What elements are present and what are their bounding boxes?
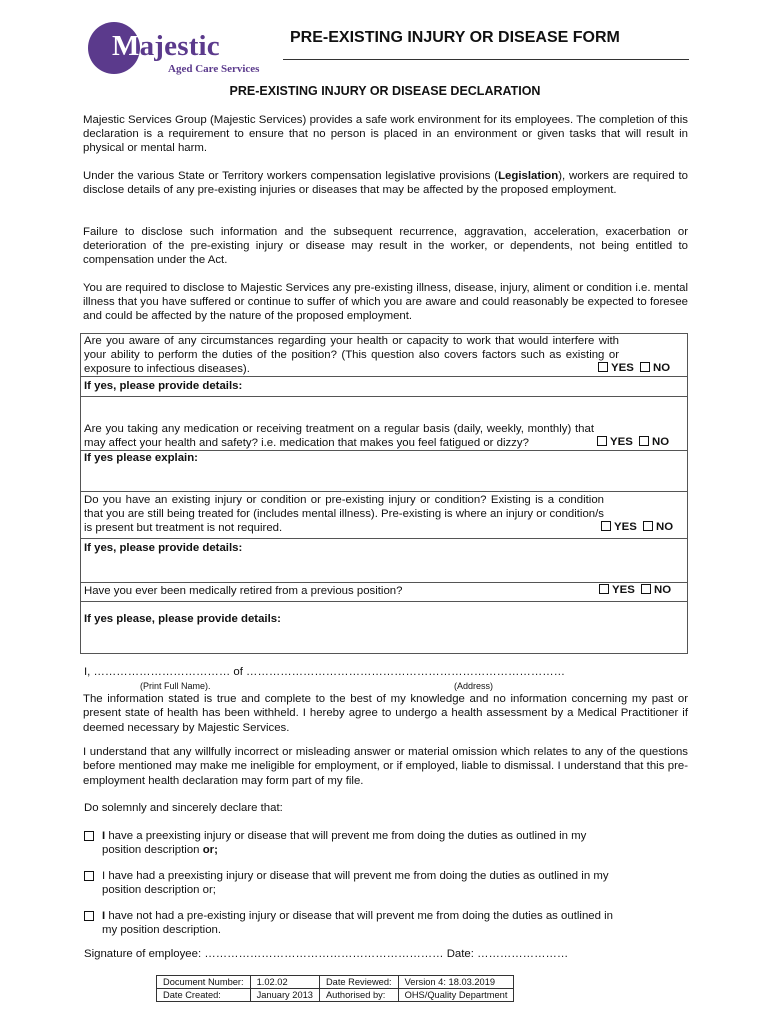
question-1-answer	[598, 362, 670, 374]
declaration-option-3-text	[102, 909, 688, 923]
checkbox-icon[interactable]	[598, 362, 608, 372]
no-label: NO	[653, 584, 672, 596]
no-label: NO	[655, 521, 674, 533]
intro-paragraph-3: Failure to disclose such information and the subsequent recurrence, aggravation, acceleration, exacerbation or deterioration of the pre-existing injury or disease may result in the worker, or dependents, not being entitled to compensation under the Act.	[83, 226, 688, 267]
question-3-detail-label: If yes, please provide details:	[84, 542, 243, 554]
declaration-option-1-cont	[102, 843, 218, 857]
bold-or: or;	[202, 844, 218, 856]
name-address-line	[84, 666, 565, 678]
print-name-field[interactable]: ………………………………	[93, 666, 231, 678]
intro-paragraph-4: You are required to disclose to Majestic Services any pre-existing illness, disease, injury, aliment or condition i.e. mental illness that you have suffered or continue to suffer of which you are aware and could reasonably be expected to foresee and could be affected by the nature of the proposed employment.	[83, 282, 688, 323]
question-divider	[80, 582, 688, 583]
name-caption: (Print Full Name).	[140, 681, 211, 691]
question-4-answer	[599, 584, 671, 596]
declaration-option-2-text: I have had a preexisting injury or disease that will prevent me from doing the duties as outlined in my	[102, 870, 609, 882]
logo-brand-name	[112, 30, 220, 63]
bold-i: I	[102, 830, 106, 842]
table-row	[157, 989, 514, 1002]
of-label: of	[233, 666, 243, 678]
intro-paragraph-1: Majestic Services Group (Majestic Services) provides a safe work environment for its employees. The completion of this declaration is a requirement to ensure that no person is placed in an environment or given tasks that will result in physical or mental harm.	[83, 114, 688, 155]
checkbox-icon[interactable]	[599, 584, 609, 594]
checkbox-icon[interactable]	[643, 521, 653, 531]
question-divider	[80, 396, 688, 397]
signature-field[interactable]: ………………………………………………………	[204, 948, 444, 960]
table-cell: Authorised by:	[319, 989, 398, 1002]
checkbox-icon[interactable]	[84, 911, 94, 921]
question-divider	[80, 538, 688, 539]
declaration-option-3-cont: my position description.	[102, 924, 222, 936]
intro-paragraph-2	[83, 169, 688, 197]
table-cell: Document Number:	[157, 976, 251, 989]
table-cell: Date Reviewed:	[319, 976, 398, 989]
question-2-text: Are you taking any medication or receiving treatment on a regular basis (daily, weekly, monthly) that may affect your health and safety? i.e. medication that makes you feel fatigued or dizzy?	[84, 423, 594, 450]
date-label: Date:	[446, 948, 474, 960]
address-field[interactable]: …………………………………………………………………………	[246, 666, 565, 678]
table-cell: 1.02.02	[250, 976, 319, 989]
bold-i: I	[102, 910, 106, 922]
question-2-answer	[597, 436, 669, 448]
option-3-line-1: have not had a pre-existing injury or disease that will prevent me from doing the duties as outlined in	[105, 910, 613, 922]
question-1-text: Are you aware of any circumstances regarding your health or capacity to work that would interfere with your ability to perform the duties of the position? (This question also covers factors such as existing or exposure to infectious diseases).	[84, 335, 619, 376]
option-1-line-1: have a preexisting injury or disease that will prevent me from doing the duties as outlined in my	[105, 830, 587, 842]
p2-text-before: Under the various State or Territory workers compensation legislative provisions (	[83, 170, 499, 182]
yes-label: YES	[611, 362, 634, 374]
company-logo	[88, 20, 263, 78]
yes-label: YES	[614, 521, 637, 533]
logo-initial: M	[112, 30, 140, 62]
form-title: PRE-EXISTING INJURY OR DISEASE FORM	[290, 29, 620, 46]
question-3-answer	[601, 521, 673, 533]
question-4-detail-label: If yes please, please provide details:	[84, 613, 281, 625]
no-label: NO	[652, 362, 671, 374]
logo-subtitle: Aged Care Services	[168, 63, 260, 75]
yes-label: YES	[610, 436, 633, 448]
statement-paragraph-1: The information stated is true and complete to the best of my knowledge and no information concerning my past or present state of health has been withheld. I hereby agree to undergo a health assessment by a Medical Practitioner if deemed necessary by Majestic Services.	[83, 693, 688, 734]
p2-bold-legislation: Legislation	[498, 170, 559, 182]
table-cell: OHS/Quality Department	[398, 989, 514, 1002]
declaration-title: PRE-EXISTING INJURY OR DISEASE DECLARATION	[229, 84, 541, 98]
checkbox-icon[interactable]	[84, 831, 94, 841]
declaration-option-1-text	[102, 829, 688, 843]
checkbox-icon[interactable]	[639, 436, 649, 446]
checkbox-icon[interactable]	[601, 521, 611, 531]
table-cell: January 2013	[250, 989, 319, 1002]
question-divider	[80, 601, 688, 602]
document-info-table	[156, 975, 514, 1002]
checkbox-icon[interactable]	[641, 584, 651, 594]
table-cell: Date Created:	[157, 989, 251, 1002]
logo-name-rest: ajestic	[139, 30, 220, 62]
question-3-text: Do you have an existing injury or condition or pre-existing injury or condition? Existing is a condition that you are still being treated for (includes mental illness). Pre-existing is where an injury or condition/s is present but treatment is not required.	[84, 494, 604, 535]
name-prefix: I,	[84, 666, 91, 678]
table-row	[157, 976, 514, 989]
option-1-line-2: position description	[102, 844, 203, 856]
question-1-detail-label: If yes, please provide details:	[84, 380, 243, 392]
table-cell: Version 4: 18.03.2019	[398, 976, 514, 989]
declaration-option-2[interactable]	[84, 869, 688, 899]
date-field[interactable]: ……………………	[477, 948, 569, 960]
question-2-detail-label: If yes please explain:	[84, 452, 198, 464]
title-underline	[283, 59, 689, 60]
p2-text-after: ), workers are required to disclose details of any pre-existing injuries or diseases that may be affected by the proposed employment.	[83, 170, 688, 197]
yes-label: YES	[612, 584, 635, 596]
declaration-option-1[interactable]	[84, 829, 688, 859]
solemn-declaration-text: Do solemnly and sincerely declare that:	[84, 802, 283, 814]
question-4-text: Have you ever been medically retired from a previous position?	[84, 585, 403, 597]
question-divider	[80, 491, 688, 492]
checkbox-icon[interactable]	[640, 362, 650, 372]
statement-paragraph-2: I understand that any willfully incorrect or misleading answer or material omission which relates to any of the questions before mentioned may make me ineligible for employment, or if employed, liable to dismissal. I understand that this pre-employment health declaration may form part of my file.	[83, 746, 688, 787]
declaration-option-2-cont: position description or;	[102, 884, 216, 896]
signature-line	[84, 948, 568, 960]
checkbox-icon[interactable]	[597, 436, 607, 446]
no-label: NO	[651, 436, 670, 448]
declaration-option-3[interactable]	[84, 909, 688, 939]
checkbox-icon[interactable]	[84, 871, 94, 881]
signature-label: Signature of employee:	[84, 948, 202, 960]
address-caption: (Address)	[454, 681, 494, 691]
